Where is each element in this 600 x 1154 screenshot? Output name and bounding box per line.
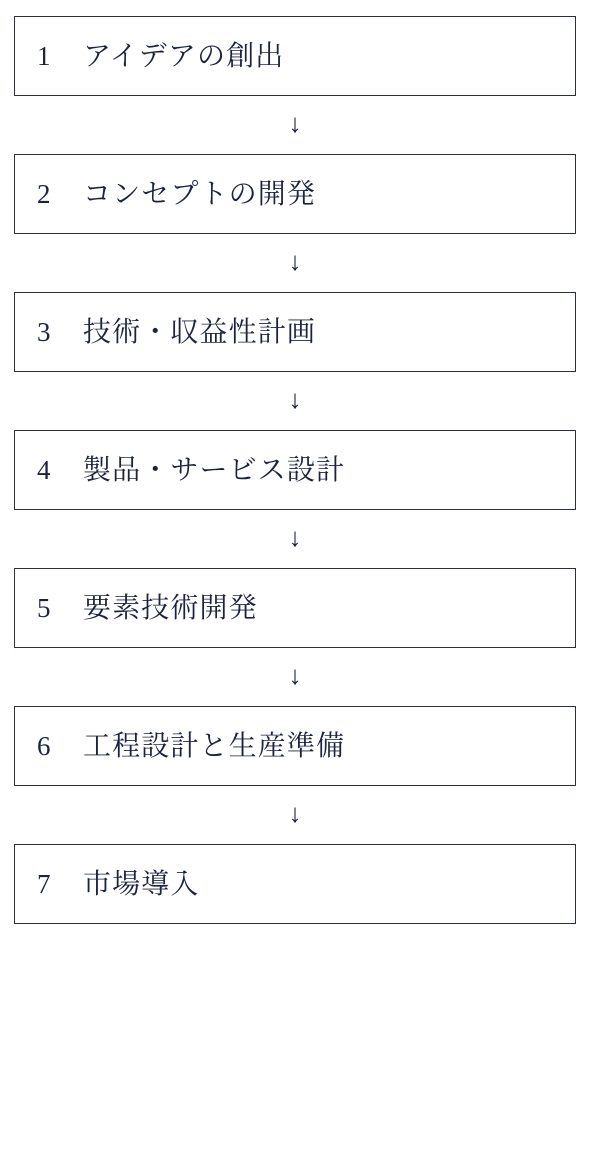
- process-step-7: [14, 844, 576, 924]
- step-number: 7: [37, 868, 51, 899]
- step-label: 技術・収益性計画: [83, 315, 316, 349]
- step-label: 工程設計と生産準備: [83, 729, 346, 763]
- flow-arrow-6: [14, 786, 576, 844]
- flow-arrow-2: [14, 234, 576, 292]
- step-label: コンセプトの開発: [83, 177, 316, 211]
- step-label: 市場導入: [83, 867, 200, 901]
- step-number: 3: [37, 316, 51, 347]
- down-arrow-icon: ↓: [288, 109, 302, 138]
- step-number: 2: [37, 178, 51, 209]
- down-arrow-icon: ↓: [288, 247, 302, 276]
- flow-arrow-1: [14, 96, 576, 154]
- process-step-1: [14, 16, 576, 96]
- down-arrow-icon: ↓: [288, 523, 302, 552]
- step-label: アイデアの創出: [83, 39, 285, 73]
- process-step-6: [14, 706, 576, 786]
- down-arrow-icon: ↓: [288, 385, 302, 414]
- flow-arrow-4: [14, 510, 576, 568]
- step-label: 製品・サービス設計: [83, 453, 346, 487]
- process-step-5: [14, 568, 576, 648]
- process-step-4: [14, 430, 576, 510]
- down-arrow-icon: ↓: [288, 661, 302, 690]
- step-number: 1: [37, 40, 51, 71]
- process-step-3: [14, 292, 576, 372]
- step-number: 4: [37, 454, 51, 485]
- flow-arrow-5: [14, 648, 576, 706]
- process-step-2: [14, 154, 576, 234]
- step-label: 要素技術開発: [83, 591, 258, 625]
- step-number: 5: [37, 592, 51, 623]
- down-arrow-icon: ↓: [288, 799, 302, 828]
- flow-arrow-3: [14, 372, 576, 430]
- step-number: 6: [37, 730, 51, 761]
